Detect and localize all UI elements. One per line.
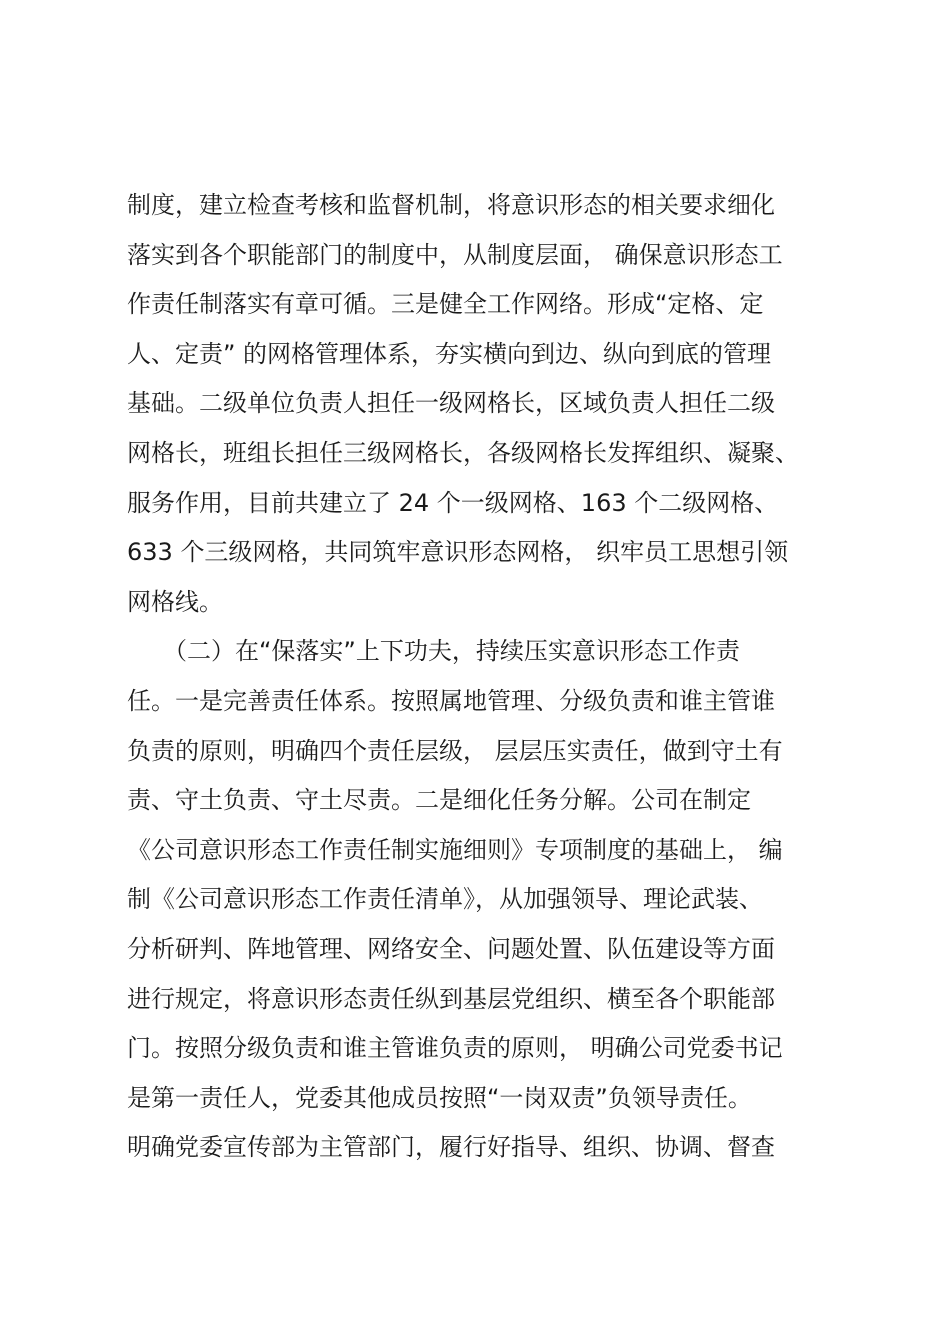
text-line: （二）在“保落实”上下功夫，持续压实意识形态工作责 (127, 637, 740, 666)
body-text (127, 181, 842, 1173)
text-line: 任。一是完善责任体系。按照属地管理、分级负责和谁主管谁 (127, 686, 775, 715)
text-line: 是第一责任人，党委其他成员按照“一岗双责”负领导责任。 (127, 1083, 752, 1112)
text-line: 网格长，班组长担任三级网格长，各级网格长发挥组织、凝聚、 (127, 438, 799, 467)
text-line: 633 个三级网格，共同筑牢意识形态网格， 织牢员工思想引领 (127, 538, 789, 567)
text-line: 基础。二级单位负责人担任一级网格长，区域负责人担任二级 (127, 389, 775, 418)
text-line: 制《公司意识形态工作责任清单》，从加强领导、理论武装、 (127, 885, 763, 914)
text-line: 制度，建立检查考核和监督机制，将意识形态的相关要求细化 (127, 191, 775, 219)
text-line: 人、定责” 的网格管理体系，夯实横向到边、纵向到底的管理 (127, 339, 772, 368)
text-line: 负责的原则，明确四个责任层级， 层层压实责任，做到守土有 (127, 736, 783, 765)
text-line: 网格线。 (127, 587, 223, 616)
text-line: 进行规定，将意识形态责任纵到基层党组织、横至各个职能部 (127, 984, 775, 1013)
text-line: 落实到各个职能部门的制度中，从制度层面， 确保意识形态工 (127, 240, 783, 269)
text-line: 服务作用，目前共建立了 24 个一级网格、163 个二级网格、 (127, 488, 779, 517)
text-line: 《公司意识形态工作责任制实施细则》专项制度的基础上， 编 (127, 835, 783, 864)
text-line: 分析研判、阵地管理、网络安全、问题处置、队伍建设等方面 (127, 934, 775, 963)
text-line: 责、守土负责、守土尽责。二是细化任务分解。公司在制定 (127, 786, 751, 815)
text-line: 作责任制落实有章可循。三是健全工作网络。形成“定格、定 (127, 290, 764, 319)
text-line: 明确党委宣传部为主管部门，履行好指导、组织、协调、督查 (127, 1133, 775, 1162)
text-line: 门。按照分级负责和谁主管谁负责的原则， 明确公司党委书记 (127, 1034, 783, 1063)
